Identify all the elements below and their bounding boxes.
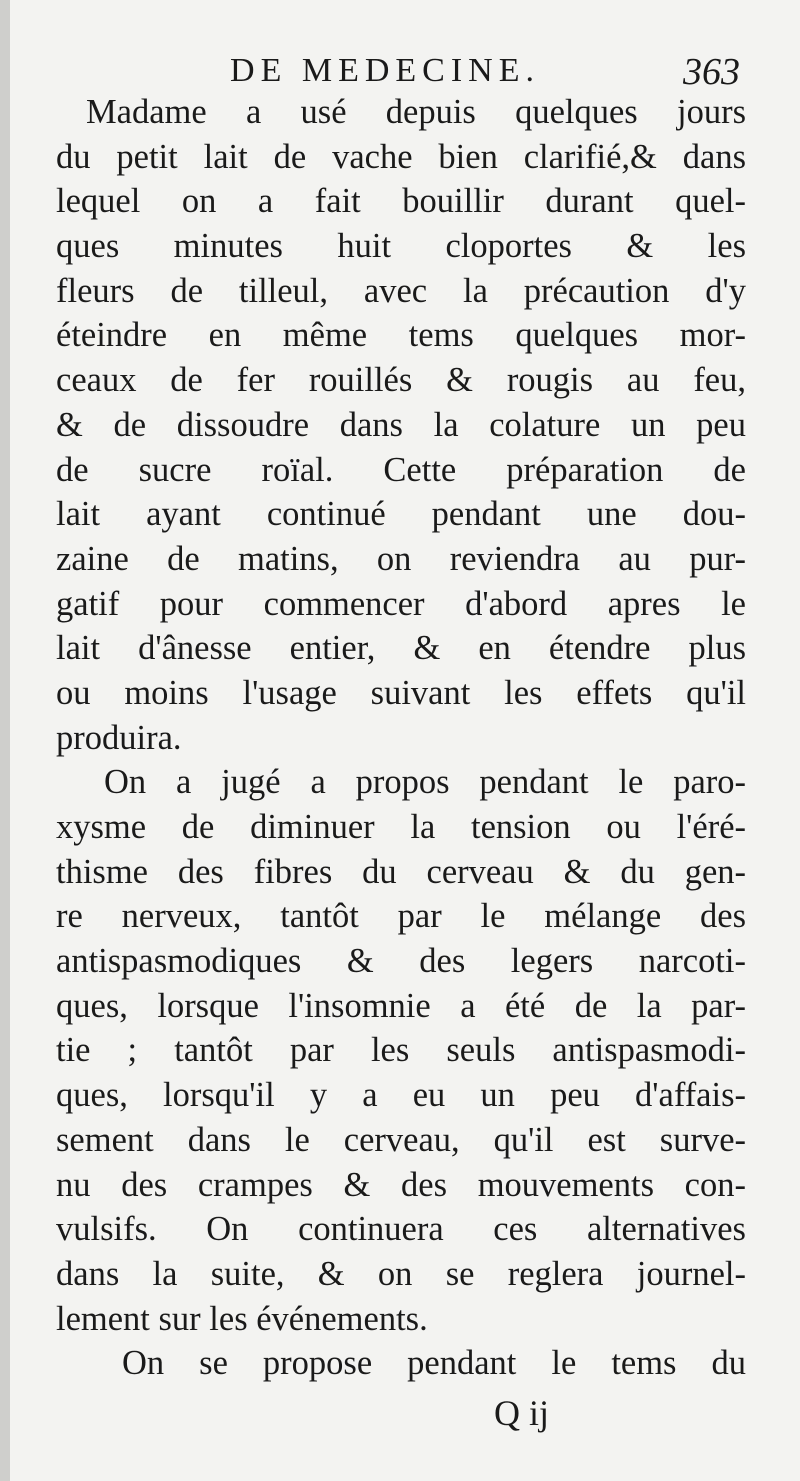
- signature-mark: Q ij: [494, 1393, 550, 1433]
- running-title: DE MEDECINE.: [230, 52, 540, 89]
- text-line: lement sur les événements.: [56, 1299, 428, 1338]
- text-line: ceaux de fer rouillés & rougis au feu,: [56, 361, 746, 400]
- text-line: thisme des fibres du cerveau & du gen-: [56, 852, 746, 891]
- text-line: ques minutes huit cloportes & les: [56, 227, 746, 266]
- text-line: lait ayant continué pendant une dou-: [56, 495, 746, 534]
- text-line: Madame a usé depuis quelques jours: [86, 93, 746, 131]
- text-line: lait d'ânesse entier, & en étendre plus: [56, 629, 746, 668]
- body-text: [56, 90, 746, 1386]
- paragraph-3: [56, 1341, 746, 1386]
- page-number: 363: [683, 51, 740, 93]
- text-line: produira.: [56, 718, 182, 757]
- text-line: antispasmodiques & des legers narcoti-: [56, 942, 746, 981]
- page-gutter-shadow: [0, 0, 10, 1481]
- text-line: fleurs de tilleul, avec la précaution d'y: [56, 271, 746, 310]
- text-line: vulsifs. On continuera ces alternatives: [56, 1210, 746, 1249]
- text-line: lequel on a fait bouillir durant quel-: [56, 182, 746, 221]
- text-line: & de dissoudre dans la colature un peu: [56, 405, 746, 444]
- text-line: zaine de matins, on reviendra au pur-: [56, 539, 746, 578]
- text-line: xysme de diminuer la tension ou l'éré-: [56, 808, 746, 846]
- text-line: gatif pour commencer d'abord apres le: [56, 584, 746, 623]
- text-line: dans la suite, & on se reglera journel-: [56, 1254, 746, 1293]
- text-line: tie ; tantôt par les seuls antispasmodi-: [56, 1031, 746, 1070]
- text-line: de sucre roïal. Cette préparation de: [56, 450, 746, 489]
- text-line: ou moins l'usage suivant les effets qu'il: [56, 673, 746, 712]
- text-line: éteindre en même tems quelques mor-: [56, 316, 746, 355]
- text-line: re nerveux, tantôt par le mélange des: [56, 897, 746, 936]
- text-line: nu des crampes & des mouvements con-: [56, 1165, 746, 1204]
- text-line: ques, lorsque l'insomnie a été de la par-: [56, 986, 746, 1025]
- paragraph-2: [56, 760, 746, 1341]
- text-line: du petit lait de vache bien clarifié,& dans: [56, 137, 746, 176]
- text-line: ques, lorsqu'il y a eu un peu d'affais-: [56, 1076, 746, 1115]
- text-line: On se propose pendant le tems du: [122, 1344, 746, 1383]
- text-line: sement dans le cerveau, qu'il est surve-: [56, 1120, 746, 1159]
- text-line: On a jugé a propos pendant le paro-: [104, 763, 746, 802]
- paragraph-1: [56, 90, 746, 760]
